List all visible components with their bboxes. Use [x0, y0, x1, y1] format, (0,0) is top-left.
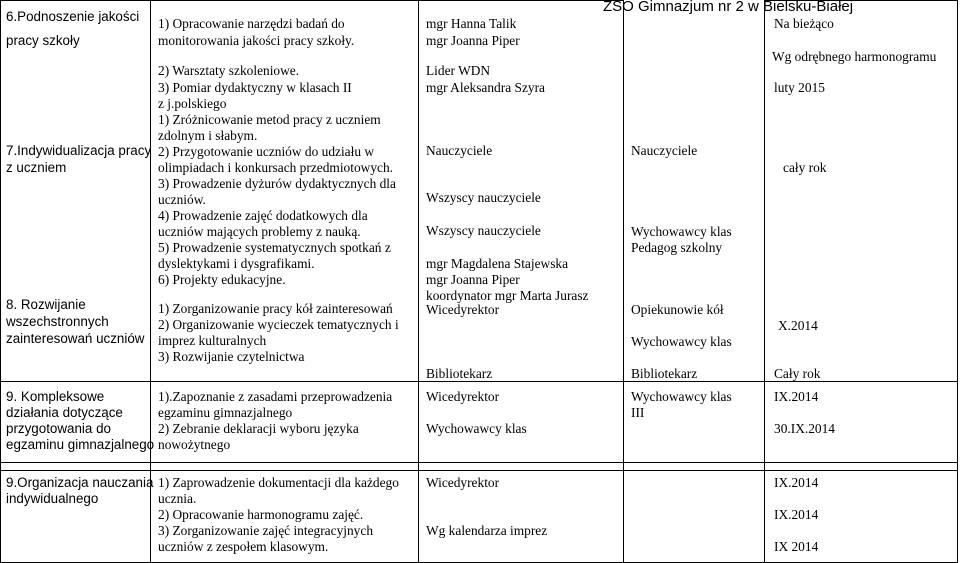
- participants-line: Wychowawcy klas: [631, 334, 732, 349]
- task-line: 6) Projekty edukacyjne.: [158, 272, 286, 287]
- responsible-line: Wicedyrektor: [426, 389, 500, 404]
- task-line: z j.polskiego: [158, 96, 227, 111]
- participants-line: Wychowawcy klas: [631, 224, 732, 239]
- task-line: 3) Prowadzenie dyżurów dydaktycznych dla: [158, 176, 396, 191]
- area-cell-line: 9.Organizacja nauczania: [6, 475, 154, 490]
- task-line: 3) Zorganizowanie zajęć integracyjnych: [158, 523, 374, 538]
- task-line: 2) Organizowanie wycieczek tematycznych i: [158, 317, 399, 332]
- area-cell-line: wszechstronnych: [6, 314, 109, 329]
- deadline-line: X.2014: [778, 318, 818, 333]
- task-line: 2) Warsztaty szkoleniowe.: [158, 63, 300, 78]
- task-line: 2) Opracowanie harmonogramu zajęć.: [158, 507, 364, 522]
- task-line: monitorowania jakości pracy szkoły.: [158, 33, 355, 48]
- task-line: 1) Zróżnicowanie metod pracy z uczniem: [158, 112, 381, 127]
- task-line: 1) Zaprowadzenie dokumentacji dla każdego: [158, 475, 399, 490]
- responsible-line: mgr Hanna Talik: [426, 16, 517, 31]
- responsible-line: Wicedyrektor: [426, 302, 500, 317]
- responsible-line: Bibliotekarz: [426, 366, 493, 381]
- deadline-line: cały rok: [783, 160, 827, 175]
- task-line: 1) Opracowanie narzędzi badań do: [158, 16, 345, 31]
- task-line: 4) Prowadzenie zajęć dodatkowych dla: [158, 208, 368, 223]
- task-line: 1).Zapoznanie z zasadami przeprowadzenia: [158, 389, 393, 404]
- participants-line: Nauczyciele: [631, 143, 698, 158]
- row-rule: [0, 470, 958, 471]
- area-cell-line: działania dotyczące: [6, 405, 123, 420]
- task-line: egzaminu gimnazjalnego: [158, 405, 293, 420]
- deadline-line: Cały rok: [774, 366, 821, 381]
- task-line: 2) Przygotowanie uczniów do udziału w: [158, 144, 375, 159]
- deadline-line: Wg odrębnego harmonogramu: [772, 49, 937, 64]
- task-line: imprez kulturalnych: [158, 333, 267, 348]
- task-line: dyslektykami i dysgrafikami.: [158, 256, 315, 271]
- area-cell-line: indywidualnego: [6, 491, 99, 506]
- column-rule: [764, 0, 765, 563]
- responsible-line: Nauczyciele: [426, 143, 493, 158]
- task-line: uczniów.: [158, 192, 206, 207]
- task-line: uczniów mających problemy z nauką.: [158, 224, 361, 239]
- deadline-line: 30.IX.2014: [774, 421, 835, 436]
- responsible-line: Wszyscy nauczyciele: [426, 190, 541, 205]
- task-line: olimpiadach i konkursach przedmiotowych.: [158, 160, 394, 175]
- participants-line: Bibliotekarz: [631, 366, 698, 381]
- responsible-line: mgr Aleksandra Szyra: [426, 80, 545, 95]
- task-line: 5) Prowadzenie systematycznych spotkań z: [158, 240, 391, 255]
- row-rule: [0, 0, 623, 1]
- deadline-line: IX.2014: [774, 475, 819, 490]
- participants-line: III: [631, 405, 645, 420]
- responsible-line: mgr Joanna Piper: [426, 272, 520, 287]
- row-rule: [0, 462, 958, 463]
- deadline-line: luty 2015: [774, 80, 825, 95]
- task-line: uczniów z zespołem klasowym.: [158, 539, 329, 554]
- area-cell-line: egzaminu gimnazjalnego: [6, 437, 155, 452]
- responsible-line: Wychowawcy klas: [426, 421, 527, 436]
- responsible-line: Wszyscy nauczyciele: [426, 223, 541, 238]
- area-cell-line: z uczniem: [6, 160, 67, 175]
- area-cell-line: 9. Kompleksowe: [6, 389, 105, 404]
- task-line: zdolnym i słabym.: [158, 128, 258, 143]
- deadline-line: Na bieżąco: [774, 16, 834, 31]
- participants-line: Pedagog szkolny: [631, 240, 723, 255]
- column-rule: [0, 0, 1, 563]
- task-line: nowożytnego: [158, 437, 231, 452]
- area-cell-line: 8. Rozwijanie: [6, 297, 86, 312]
- area-cell-line: zainteresowań uczniów: [6, 331, 145, 346]
- deadline-line: IX.2014: [774, 507, 819, 522]
- task-line: 1) Zorganizowanie pracy kół zainteresowań: [158, 301, 393, 316]
- responsible-line: mgr Joanna Piper: [426, 33, 520, 48]
- responsible-line: Wicedyrektor: [426, 475, 500, 490]
- task-line: 3) Rozwijanie czytelnictwa: [158, 349, 305, 364]
- area-cell-line: pracy szkoły: [6, 33, 80, 48]
- column-rule: [957, 0, 958, 563]
- participants-line: Wychowawcy klas: [631, 389, 732, 404]
- column-rule: [623, 0, 624, 563]
- deadline-line: IX 2014: [774, 539, 819, 554]
- column-rule: [418, 0, 419, 563]
- responsible-line: mgr Magdalena Stajewska: [426, 256, 569, 271]
- task-line: 2) Zebranie deklaracji wyboru języka: [158, 421, 359, 436]
- responsible-line: Lider WDN: [426, 63, 491, 78]
- deadline-line: IX.2014: [774, 389, 819, 404]
- task-line: ucznia.: [158, 491, 197, 506]
- area-cell-line: 7.Indywidualizacja pracy: [6, 143, 152, 158]
- responsible-line: Wg kalendarza imprez: [426, 523, 548, 538]
- area-cell-line: 6.Podnoszenie jakości: [6, 9, 140, 24]
- participants-line: Opiekunowie kół: [631, 302, 724, 317]
- area-cell-line: przygotowania do: [6, 421, 111, 436]
- school-header: ZSO Gimnazjum nr 2 w Bielsku-Białej: [603, 0, 854, 15]
- responsible-line: koordynator mgr Marta Jurasz: [426, 288, 589, 303]
- task-line: 3) Pomiar dydaktyczny w klasach II: [158, 80, 352, 95]
